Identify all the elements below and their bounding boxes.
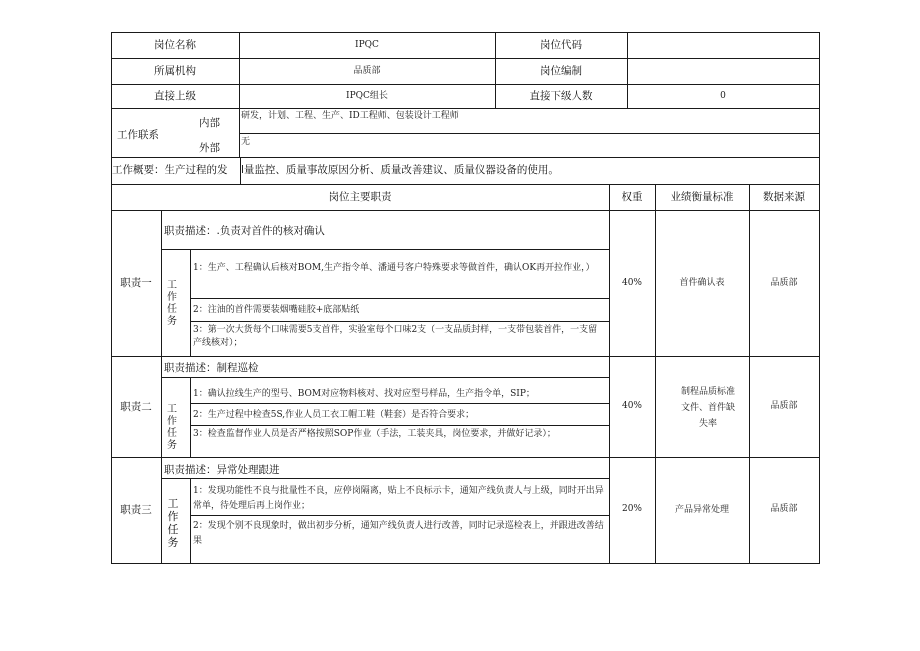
rule xyxy=(111,563,820,564)
superior-label: 直接上级 xyxy=(154,90,196,102)
dept-value: 品质部 xyxy=(353,66,381,76)
duty-weight: 40% xyxy=(621,278,642,288)
rule xyxy=(111,157,820,158)
task-item: 1：生产、工程确认后核对BOM,生产指令单、潘通号客户特殊要求等做首件，确认OK再开拉作业，） xyxy=(193,263,595,273)
task-item: 2：生产过程中检查5S,作业人员工衣工帽工鞋（鞋套）是否符合要求； xyxy=(193,410,475,420)
rule xyxy=(161,478,609,479)
rule xyxy=(190,377,191,457)
task-item: 2：注油的首件需要装烟嘴硅胶+底部贴纸 xyxy=(193,305,360,315)
summary-label: 工作概要：生产过程的发 xyxy=(112,164,228,176)
duty-source: 品质部 xyxy=(770,401,798,411)
duty-desc: 职责描述：异常处理跟进 xyxy=(164,464,280,476)
dept-label: 所属机构 xyxy=(154,65,196,77)
relations-label: 工作联系 xyxy=(117,129,159,141)
post-code-label: 岗位代码 xyxy=(540,39,582,51)
duty-source: 品质部 xyxy=(770,278,798,288)
duty-kpi: 首件确认表 xyxy=(679,278,725,288)
rule xyxy=(111,457,820,458)
external-value: 无 xyxy=(241,137,251,147)
subordinates-label: 直接下级人数 xyxy=(529,90,593,102)
col-weight: 权重 xyxy=(621,191,643,203)
tasks-label: 工作任务 xyxy=(167,497,179,549)
duty-weight: 20% xyxy=(621,504,642,514)
rule xyxy=(190,478,191,563)
duty-weight: 40% xyxy=(621,401,642,411)
duty-kpi: 制程品质标准文件、首件缺失率 xyxy=(680,387,735,429)
rule xyxy=(819,32,820,564)
task-item: 3：检查监督作业人员是否严格按照SOP作业（手法，工装夹具，岗位要求，并做好记录）； xyxy=(193,429,556,439)
task-item: 3：第一次大货每个口味需要5支首件，实验室每个口味2支（一支品质封样，一支带包装首件，一支留产线核对）； xyxy=(193,325,598,348)
rule xyxy=(111,32,820,33)
col-duties: 岗位主要职责 xyxy=(328,191,392,203)
rule xyxy=(161,377,609,378)
col-kpi: 业绩衡量标准 xyxy=(670,191,734,203)
staffing-label: 岗位编制 xyxy=(540,65,582,77)
rule xyxy=(190,249,191,356)
rule xyxy=(190,425,609,426)
rule xyxy=(190,403,609,404)
duty-desc: 职责描述：制程巡检 xyxy=(164,362,259,374)
rule xyxy=(111,108,820,109)
rule xyxy=(190,321,609,322)
col-source: 数据来源 xyxy=(763,191,805,203)
rule xyxy=(161,210,162,564)
external-label: 外部 xyxy=(199,142,220,154)
superior-value: IPQC组长 xyxy=(346,91,388,101)
duty-name: 职责一 xyxy=(120,277,152,289)
rule xyxy=(239,133,820,134)
summary-value: l量监控、质量事故原因分析、质量改善建议、质量仪器设备的使用。 xyxy=(241,164,559,176)
task-item: 2：发现个别不良现象时，做出初步分析，通知产线负责人进行改善，同时记录巡检表上，并跟进改善结果 xyxy=(193,521,604,546)
rule xyxy=(111,210,820,211)
rule xyxy=(111,32,112,564)
rule xyxy=(161,249,609,250)
task-item: 1：确认拉线生产的型号、BOM对应物料核对、找对应型号样品，生产指令单，SIP； xyxy=(193,389,535,399)
rule xyxy=(111,58,820,59)
rule xyxy=(111,184,820,185)
duty-source: 品质部 xyxy=(770,504,798,514)
rule xyxy=(239,108,240,157)
duty-name: 职责三 xyxy=(120,504,152,516)
tasks-label: 工作任务 xyxy=(167,280,177,327)
rule xyxy=(111,356,820,357)
internal-value: 研发，计划、工程、生产、ID工程师、包装设计工程师 xyxy=(241,111,459,121)
rule xyxy=(190,298,609,299)
tasks-label: 工作任务 xyxy=(167,404,177,451)
task-item: 1：发现功能性不良与批量性不良，应停岗隔离，贴上不良标示卡，通知产线负责人与上级，同时开出异常单，待处理后再上岗作业； xyxy=(193,486,604,511)
rule xyxy=(190,515,609,516)
subordinates-value: 0 xyxy=(720,91,726,101)
rule xyxy=(111,84,820,85)
duty-name: 职责二 xyxy=(120,401,152,413)
internal-label: 内部 xyxy=(199,117,220,129)
post-name-label: 岗位名称 xyxy=(154,39,196,51)
duty-desc: 职责描述：.负责对首件的核对确认 xyxy=(164,225,325,237)
post-name-value: IPQC xyxy=(355,40,379,50)
duty-kpi: 产品异常处理 xyxy=(674,505,729,515)
